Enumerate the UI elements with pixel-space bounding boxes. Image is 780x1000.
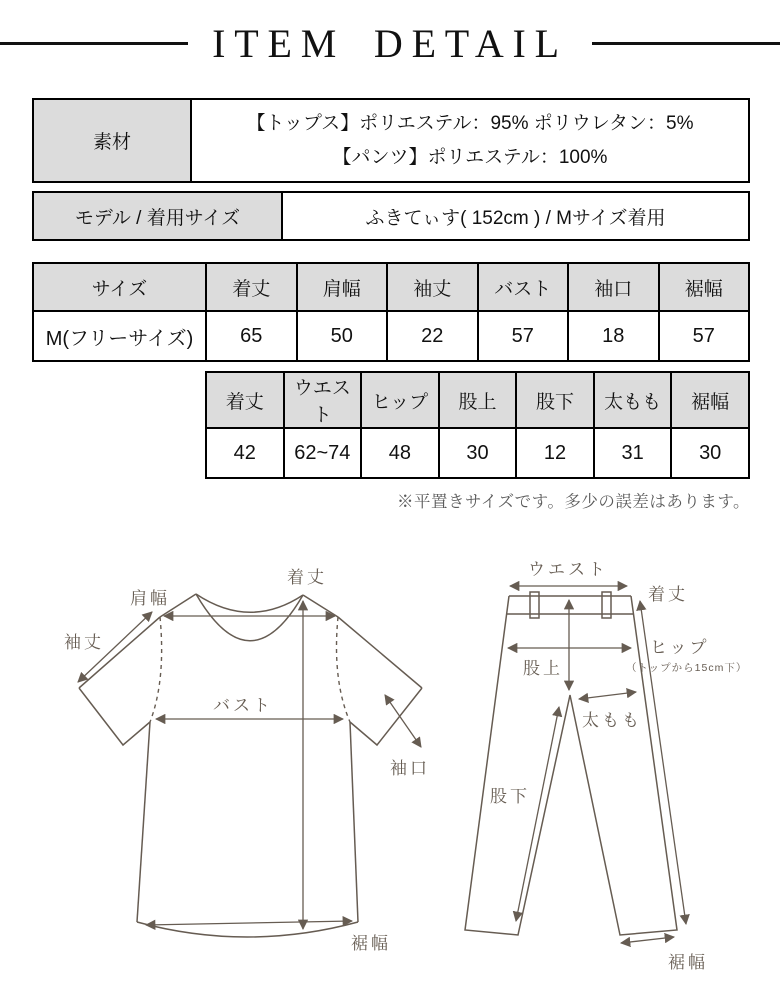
measure-cell: 57 <box>659 311 750 361</box>
pants-length-label: 着丈 <box>648 585 688 604</box>
model-value: ふきてぃす( 152cm ) / Mサイズ着用 <box>282 192 749 240</box>
tshirt-sleeve-length-label: 袖丈 <box>64 633 104 652</box>
tshirt-hem-width-label: 裾幅 <box>351 934 391 953</box>
column-header: ウエスト <box>284 372 362 428</box>
garment-diagram-svg <box>0 540 780 1000</box>
tshirt-bust-label: バスト <box>213 696 273 715</box>
pants-inseam-label: 股下 <box>490 787 530 806</box>
material-pants-line: 【パンツ】ポリエステル：100% <box>332 146 608 168</box>
measure-cell: 42 <box>206 428 284 478</box>
pants-hip-sub-label: （トップから15cm下） <box>626 662 748 674</box>
measure-cell: 30 <box>671 428 749 478</box>
tshirt-shoulder-label: 肩幅 <box>130 589 170 608</box>
measure-cell: 57 <box>478 311 569 361</box>
measure-cell: 48 <box>361 428 439 478</box>
header-rule-right <box>592 42 780 45</box>
column-header: 着丈 <box>206 263 297 311</box>
tshirt-measure-arrows <box>78 601 421 929</box>
pants-outline-drawing <box>465 592 677 935</box>
page-title: ITEM DETAIL <box>212 20 568 66</box>
material-value <box>191 99 749 182</box>
column-header: 袖丈 <box>387 263 478 311</box>
table-row <box>206 428 749 478</box>
model-label: モデル / 着用サイズ <box>33 192 282 240</box>
model-size-table <box>32 191 750 241</box>
column-header: バスト <box>478 263 569 311</box>
flat-measure-note: ※平置きサイズです。多少の誤差はあります。 <box>396 493 750 511</box>
measurement-diagrams <box>0 540 780 1000</box>
size-name-cell: M(フリーサイズ) <box>33 311 206 361</box>
column-header: ヒップ <box>361 372 439 428</box>
size-table-top <box>32 262 750 362</box>
measure-cell: 18 <box>568 311 659 361</box>
measure-cell: 31 <box>594 428 672 478</box>
column-header: サイズ <box>33 263 206 311</box>
column-header: 袖口 <box>568 263 659 311</box>
tshirt-length-label: 着丈 <box>287 568 327 587</box>
table-row <box>33 311 749 361</box>
measure-cell: 12 <box>516 428 594 478</box>
measure-cell: 22 <box>387 311 478 361</box>
section-header <box>0 20 780 66</box>
column-header: 股下 <box>516 372 594 428</box>
material-tops-line: 【トップス】ポリエステル：95% ポリウレタン：5% <box>246 113 694 135</box>
pants-waist-label: ウエスト <box>528 560 608 579</box>
column-header: 肩幅 <box>297 263 388 311</box>
column-header: 裾幅 <box>671 372 749 428</box>
material-label: 素材 <box>33 99 191 182</box>
size-table-pants <box>205 371 750 479</box>
pants-thigh-label: 太もも <box>582 711 642 730</box>
measure-cell: 30 <box>439 428 517 478</box>
column-header: 着丈 <box>206 372 284 428</box>
measure-cell: 50 <box>297 311 388 361</box>
header-rule-left <box>0 42 188 45</box>
material-table <box>32 98 750 183</box>
measure-cell: 62~74 <box>284 428 362 478</box>
pants-rise-label: 股上 <box>523 659 563 678</box>
tshirt-outline-drawing <box>79 594 422 937</box>
pants-hem-width-label: 裾幅 <box>668 953 708 972</box>
column-header: 股上 <box>439 372 517 428</box>
measure-cell: 65 <box>206 311 297 361</box>
pants-hip-label: ヒップ <box>650 638 710 657</box>
column-header: 太もも <box>594 372 672 428</box>
tshirt-cuff-label: 袖口 <box>390 759 430 778</box>
column-header: 裾幅 <box>659 263 750 311</box>
